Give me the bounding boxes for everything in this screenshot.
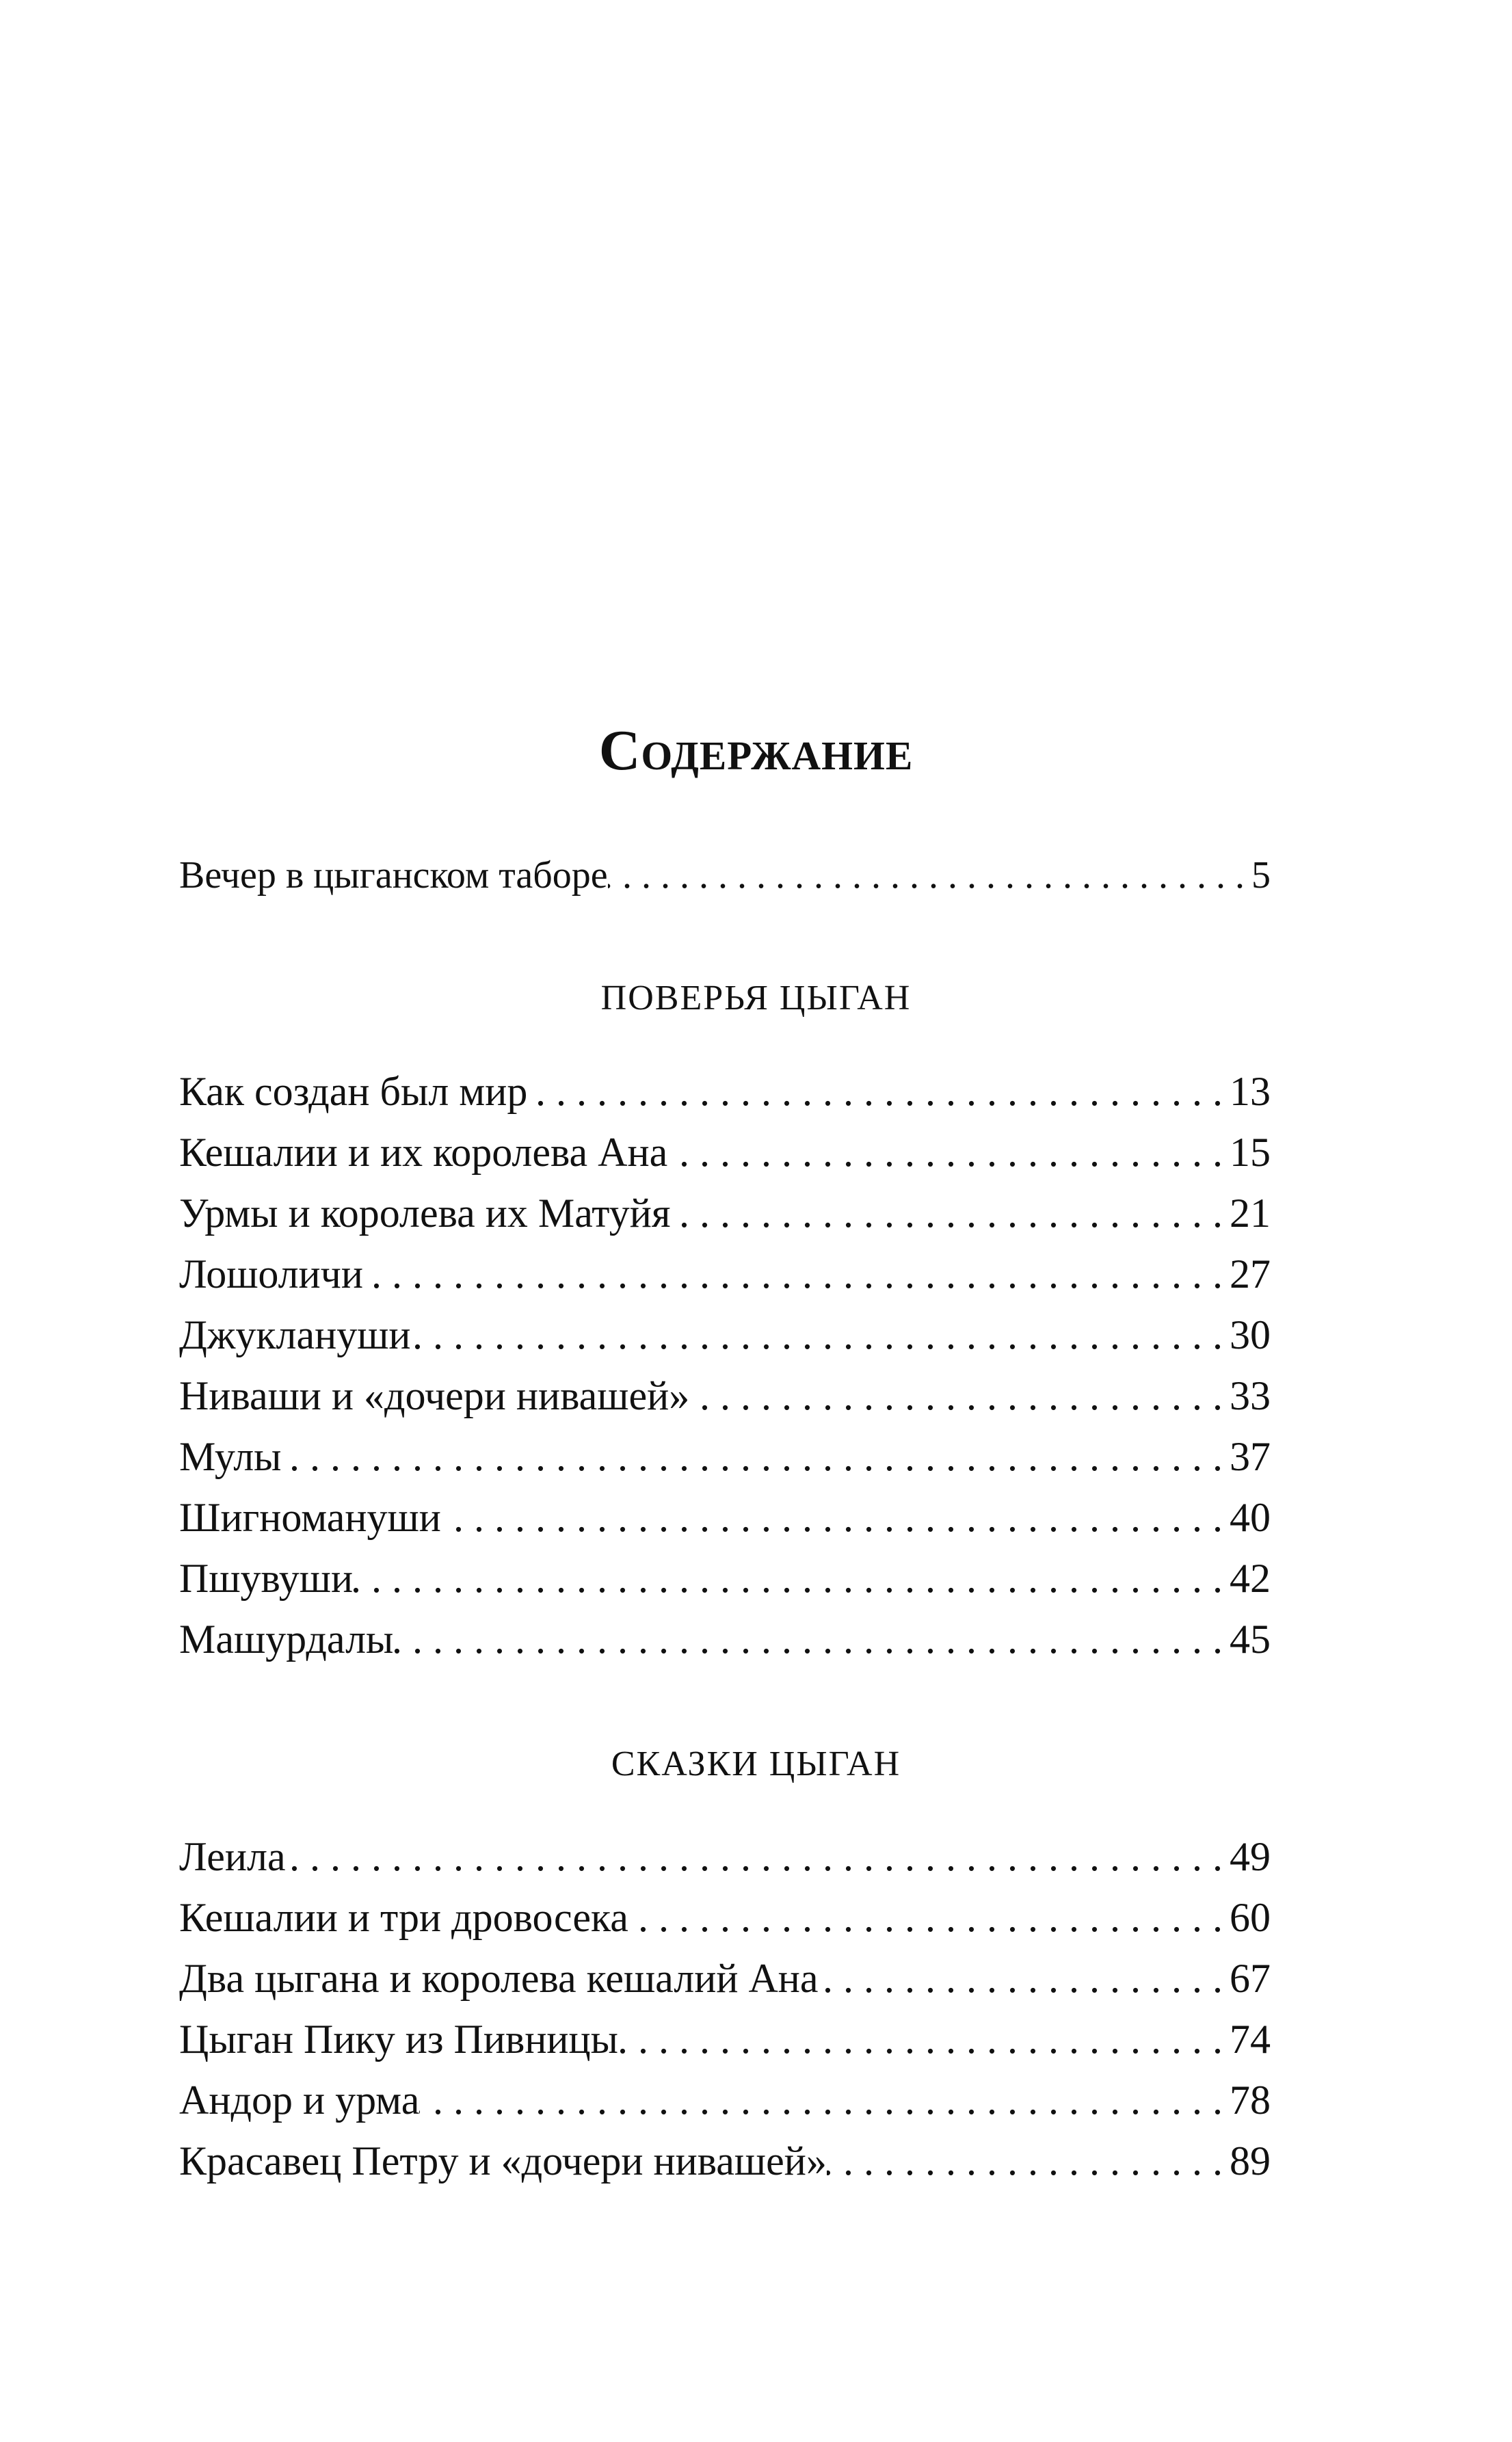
toc-entry-title: Лошоличи xyxy=(179,1251,363,1297)
dot-leader xyxy=(670,1193,1230,1234)
toc-entry-page: 33 xyxy=(1230,1373,1271,1418)
toc-entry[interactable] xyxy=(179,2138,1271,2184)
toc-entry-page: 27 xyxy=(1230,1251,1271,1297)
toc-entry-page: 40 xyxy=(1230,1495,1271,1540)
section-heading: СКАЗКИ ЦЫГАН xyxy=(611,1744,901,1783)
dot-leader xyxy=(608,856,1251,894)
toc-entry-title: Кешалии и три дровосека xyxy=(179,1895,628,1940)
toc-entry[interactable] xyxy=(179,1619,1271,1660)
page-title: Содержание xyxy=(598,719,914,783)
toc-entry[interactable] xyxy=(179,1132,1271,1173)
toc-entry-page: 13 xyxy=(1230,1069,1271,1114)
toc-entry-title: Кешалии и их королева Ана xyxy=(179,1130,668,1175)
toc-entry-page: 45 xyxy=(1230,1617,1271,1662)
toc-entry-page: 21 xyxy=(1230,1191,1271,1236)
dot-leader xyxy=(819,1958,1230,1999)
dot-leader xyxy=(411,1314,1230,1355)
toc-entry[interactable] xyxy=(179,1958,1271,1999)
toc-entry-title: Два цыгана и королева кешалий Ана xyxy=(179,1956,819,2001)
dot-leader xyxy=(689,1375,1230,1416)
dot-leader xyxy=(419,2080,1230,2121)
toc-entry[interactable] xyxy=(179,1836,1271,1877)
toc-entry-title: Как создан был мир xyxy=(179,1069,528,1114)
toc-entry-page: 60 xyxy=(1230,1895,1271,1940)
toc-entry[interactable] xyxy=(179,2019,1271,2060)
toc-entry-title: Вечер в цыганском таборе xyxy=(179,854,608,897)
toc-entry[interactable] xyxy=(179,854,1271,897)
dot-leader xyxy=(527,1071,1230,1112)
toc-entry-page: 49 xyxy=(1230,1834,1271,1879)
dot-leader xyxy=(281,1436,1230,1477)
dot-leader xyxy=(667,1132,1230,1173)
toc-entry-page: 89 xyxy=(1230,2138,1271,2184)
toc-entry-title: Пшувуши xyxy=(179,1556,354,1601)
toc-entry-page: 5 xyxy=(1251,854,1271,897)
toc-entry-page: 42 xyxy=(1230,1556,1271,1601)
toc-entry-title: Андор и урма xyxy=(179,2078,420,2123)
toc-entry[interactable] xyxy=(179,1375,1271,1416)
toc-entry[interactable] xyxy=(179,1193,1271,1234)
dot-leader xyxy=(441,1497,1230,1538)
toc-entry[interactable] xyxy=(179,1314,1271,1355)
toc-entry[interactable] xyxy=(179,1071,1271,1112)
dot-leader xyxy=(353,1558,1230,1599)
toc-entry-page: 30 xyxy=(1230,1312,1271,1357)
dot-leader xyxy=(618,2019,1230,2060)
toc-entry[interactable] xyxy=(179,1497,1271,1538)
dot-leader xyxy=(827,2140,1230,2181)
toc-entry-page: 37 xyxy=(1230,1434,1271,1479)
dot-leader xyxy=(363,1253,1230,1295)
toc-entry-page: 67 xyxy=(1230,1956,1271,2001)
toc-entry[interactable] xyxy=(179,2080,1271,2121)
toc-entry[interactable] xyxy=(179,1897,1271,1938)
dot-leader xyxy=(628,1897,1230,1938)
dot-leader xyxy=(286,1836,1230,1877)
toc-entry-page: 78 xyxy=(1230,2078,1271,2123)
section-heading: ПОВЕРЬЯ ЦЫГАН xyxy=(600,979,912,1018)
toc-entry-title: Мулы xyxy=(179,1434,282,1479)
toc-entry-title: Ниваши и «дочери нивашей» xyxy=(179,1373,690,1418)
toc-entry-page: 15 xyxy=(1230,1130,1271,1175)
toc-entry-title: Урмы и королева их Матуйя xyxy=(179,1191,671,1236)
toc-entry[interactable] xyxy=(179,1436,1271,1477)
toc-entry-title: Красавец Петру и «дочери нивашей» xyxy=(179,2138,827,2184)
toc-entry-title: Шигномануши xyxy=(179,1495,441,1540)
toc-entry-page: 74 xyxy=(1230,2017,1271,2062)
dot-leader xyxy=(393,1619,1230,1660)
toc-entry-title: Машурдалы xyxy=(179,1617,394,1662)
toc-entry-title: Цыган Пику из Пивницы xyxy=(179,2017,618,2062)
toc-entry[interactable] xyxy=(179,1558,1271,1599)
toc-entry-title: Леила xyxy=(179,1834,286,1879)
toc-entry-title: Джуклануши xyxy=(179,1312,411,1357)
toc-entry[interactable] xyxy=(179,1253,1271,1295)
